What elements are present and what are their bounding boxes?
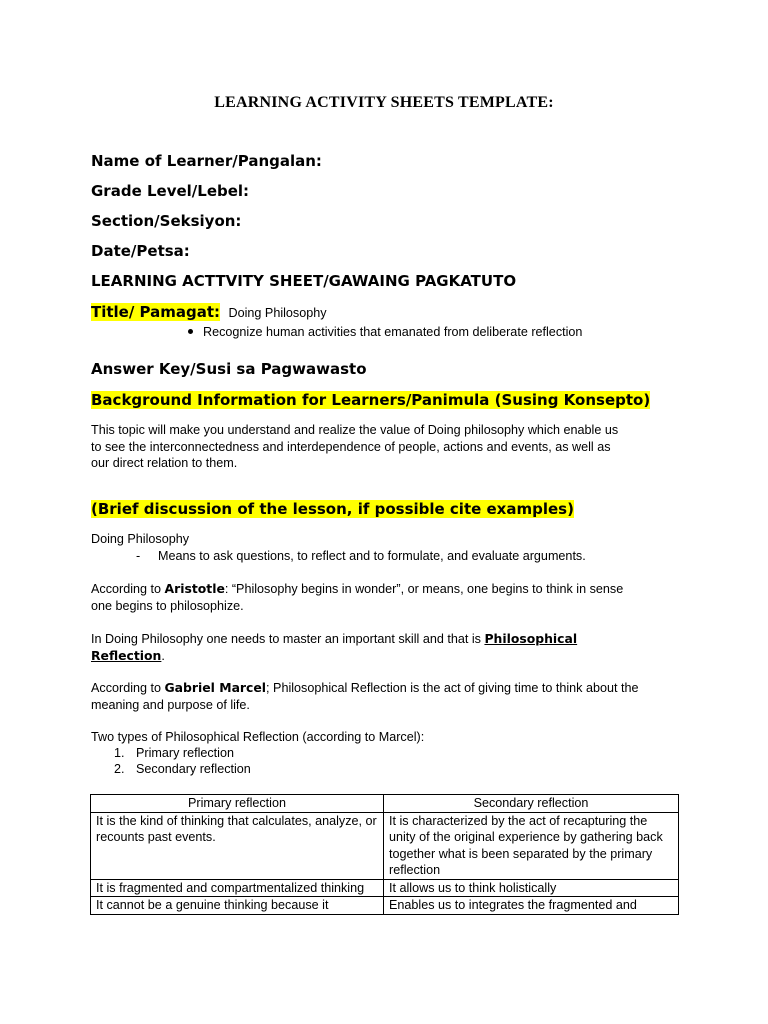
objective-bullet-text: Recognize human activities that emanated from deliberate reflection (203, 325, 583, 339)
background-paragraph (91, 422, 618, 472)
title-value: Doing Philosophy (228, 306, 327, 320)
skill-prefix: In Doing Philosophy one needs to master an important skill and that is (91, 632, 485, 646)
background-line: to see the interconnectedness and interdependence of people, actions and events, as well as (91, 439, 611, 454)
doing-philosophy-definition: Means to ask questions, to reflect and to formulate, and evaluate arguments. (158, 549, 586, 563)
aristotle-paragraph (91, 581, 623, 614)
brief-discussion-heading-text: (Brief discussion of the lesson, if possible cite examples) (91, 500, 574, 518)
table-cell: It is characterized by the act of recapturing the unity of the original experience by gathering back together what is been separated by the primary reflection (384, 812, 679, 879)
aristotle-name: Aristotle (164, 581, 225, 596)
types-list-number-2: 2. (114, 762, 125, 776)
answer-key-heading: Answer Key/Susi sa Pagwawasto (91, 360, 367, 378)
types-list-number-1: 1. (114, 746, 125, 760)
date-field-label: Date/Petsa: (91, 242, 190, 260)
background-line: our direct relation to them. (91, 456, 238, 470)
table-cell: It allows us to think holistically (384, 879, 679, 897)
title-label: Title/ Pamagat: (91, 303, 221, 321)
aristotle-quote: : “Philosophy begins in wonder”, or means, one begins to think in sense (224, 582, 624, 596)
types-list-item-1: Primary reflection (136, 746, 234, 760)
aristotle-line2: one begins to philosophize. (91, 598, 244, 613)
table-cell: It is the kind of thinking that calculates, analyze, or recounts past events. (91, 812, 384, 879)
types-list-item-2: Secondary reflection (136, 762, 251, 776)
section-field-label: Section/Seksiyon: (91, 212, 242, 230)
table-header-cell: Primary reflection (91, 795, 384, 813)
sheet-heading: LEARNING ACTTVITY SHEET/GAWAING PAGKATUTO (91, 272, 517, 290)
skill-period: . (161, 648, 165, 663)
table-cell: It cannot be a genuine thinking because it (91, 897, 384, 915)
doing-philosophy-term: Doing Philosophy (91, 532, 190, 546)
marcel-prefix: According to (91, 681, 165, 695)
philosophical-reflection-term: Philosophical (484, 631, 578, 646)
table-row (91, 879, 679, 897)
background-heading (91, 391, 650, 409)
aristotle-prefix: According to (91, 582, 165, 596)
table-cell: It is fragmented and compartmentalized thinking (91, 879, 384, 897)
bullet-icon (188, 329, 193, 334)
table-cell: Enables us to integrates the fragmented and (384, 897, 679, 915)
background-line: This topic will make you understand and realize the value of Doing philosophy which enable us (91, 423, 619, 437)
marcel-line2: meaning and purpose of life. (91, 697, 250, 712)
brief-discussion-heading (91, 500, 574, 518)
table-row (91, 812, 679, 879)
marcel-definition: ; Philosophical Reflection is the act of giving time to think about the (266, 681, 639, 695)
document-title: LEARNING ACTIVITY SHEETS TEMPLATE: (214, 94, 554, 111)
table-header-cell: Secondary reflection (384, 795, 679, 813)
table-header-row (91, 795, 679, 813)
reflection-comparison-table (90, 794, 679, 915)
skill-paragraph (91, 631, 577, 664)
marcel-paragraph (91, 680, 638, 713)
marcel-name: Gabriel Marcel (164, 680, 267, 695)
background-heading-text: Background Information for Learners/Panimula (Susing Konsepto) (91, 391, 651, 409)
learner-name-field-label: Name of Learner/Pangalan: (91, 152, 322, 170)
title-line (91, 303, 327, 322)
reflection-term: Reflection (91, 647, 162, 663)
dash-marker: - (136, 549, 141, 563)
grade-level-field-label: Grade Level/Lebel: (91, 182, 250, 200)
two-types-intro: Two types of Philosophical Reflection (according to Marcel): (91, 730, 425, 744)
table-row (91, 897, 679, 915)
